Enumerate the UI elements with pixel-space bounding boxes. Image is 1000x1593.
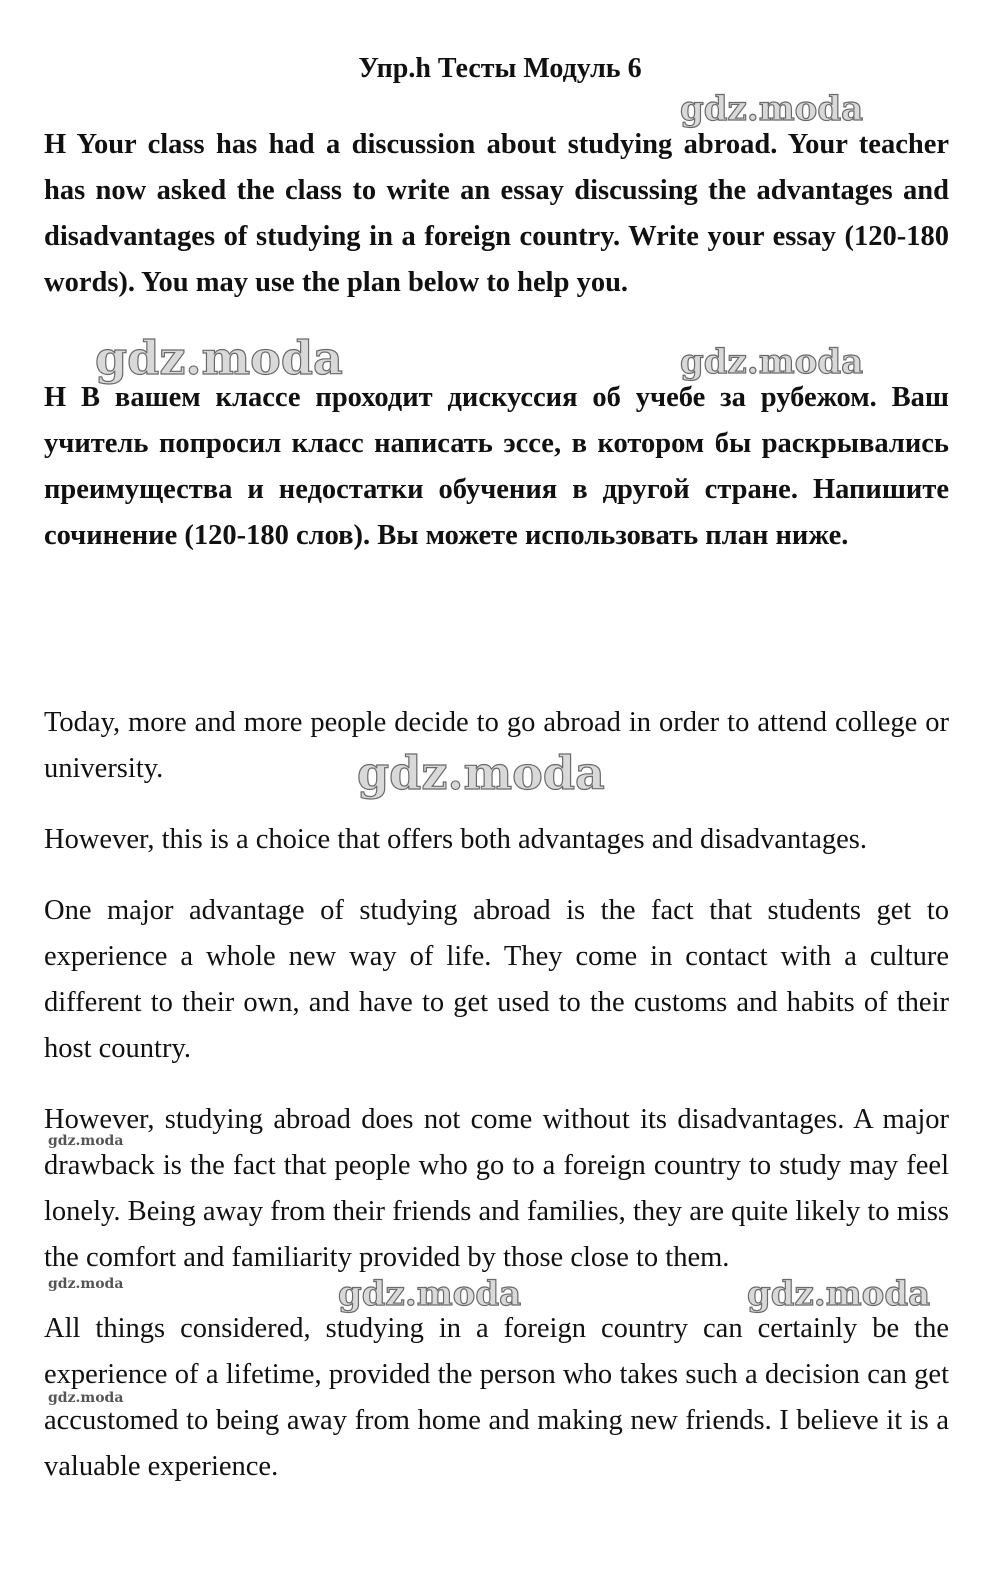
watermark: gdz.moda	[338, 1274, 522, 1314]
page-title: Упр.h Тесты Модуль 6	[358, 53, 642, 84]
watermark: gdz.moda	[680, 89, 864, 129]
watermark: gdz.moda	[357, 746, 605, 800]
essay-paragraph-conclusion: All things considered, studying in a foreign country can certainly be the experience of a lifetime, provided the person who takes such a decision can get accustomed to being away from home and making new friends. I believe it is a valuable experience.	[44, 1313, 949, 1482]
watermark: gdz.moda	[95, 331, 343, 385]
watermark: gdz.moda	[48, 1390, 124, 1406]
essay-paragraph-thesis: However, this is a choice that offers both advantages and disadvantages.	[44, 824, 867, 855]
essay-paragraph-advantage: One major advantage of studying abroad is the fact that students get to experience a whole new way of life. They come in contact with a culture different to their own, and have to get used to the customs and habits of their host country.	[44, 895, 949, 1064]
watermark: gdz.moda	[48, 1133, 124, 1149]
task-english: H Your class has had a discussion about studying abroad. Your teacher has now asked the class to write an essay discussing the advantages and disadvantages of studying in a foreign country. Write your essay (120-180 words). You may use the plan below to help you.	[44, 129, 949, 298]
essay-paragraph-intro: Today, more and more people decide to go abroad in order to attend college or university.	[44, 707, 949, 784]
essay-paragraph-disadvantage: However, studying abroad does not come without its disadvantages. A major drawback is the fact that people who go to a foreign country to study may feel lonely. Being away from their friends and families, they are quite likely to miss the comfort and familiarity provided by those close to them.	[44, 1104, 949, 1273]
watermark: gdz.moda	[48, 1276, 124, 1292]
watermark: gdz.moda	[747, 1274, 931, 1314]
task-russian: H В вашем классе проходит дискуссия об учебе за рубежом. Ваш учитель попросил класс написать эссе, в котором бы раскрывались преимущества и недостатки обучения в другой стране. Напишите сочинение (120-180 слов). Вы можете использовать план ниже.	[44, 382, 949, 551]
watermark: gdz.moda	[680, 342, 864, 382]
